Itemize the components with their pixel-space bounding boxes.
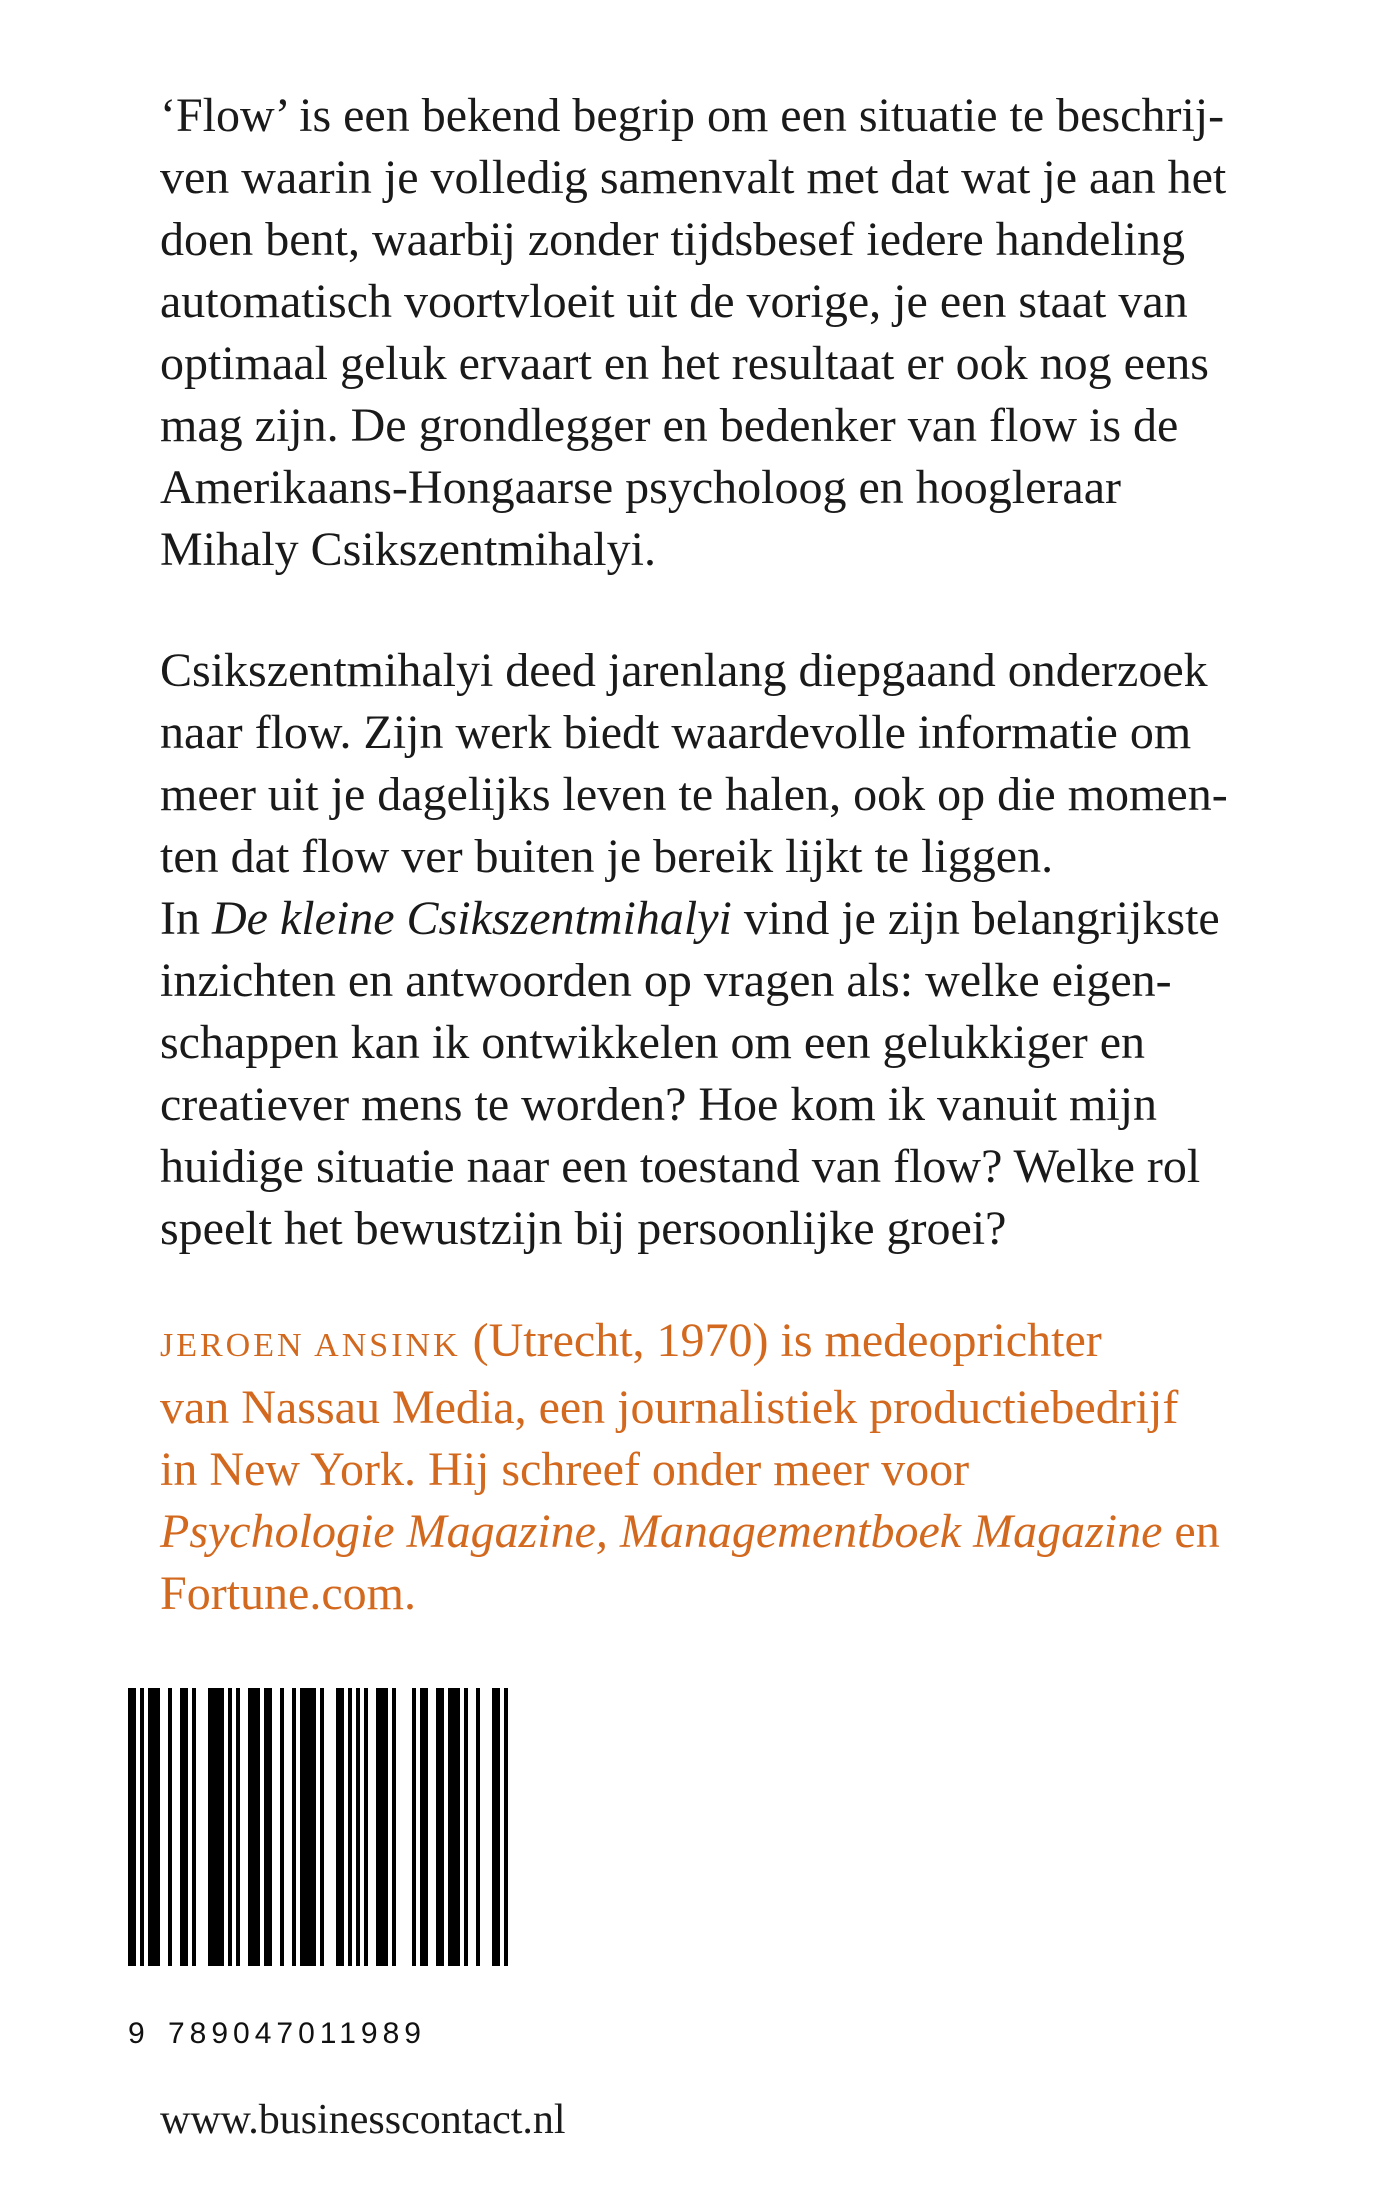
barcode-bar: [504, 1688, 508, 1966]
barcode-bar: [292, 1688, 296, 1966]
text-line: doen bent, waarbij zonder tijdsbesef iedere handeling: [160, 213, 1185, 266]
text-line: huidige situatie naar een toestand van flow? Welke rol: [160, 1140, 1201, 1193]
text-fragment: (Utrecht, 1970) is medeoprichter: [460, 1314, 1102, 1367]
text-line: ven waarin je volledig samenvalt met dat wat je aan het: [160, 151, 1227, 204]
barcode-bar: [168, 1688, 172, 1966]
magazine-title: Managementboek Magazine: [619, 1505, 1163, 1558]
text-line: automatisch voortvloeit uit de vorige, je een staat van: [160, 275, 1188, 328]
barcode-bar: [264, 1688, 272, 1966]
barcode-bar: [364, 1688, 368, 1966]
barcode-bar: [236, 1688, 240, 1966]
barcode-bar: [300, 1688, 316, 1966]
barcode-bar: [208, 1688, 224, 1966]
barcode-bar: [228, 1688, 232, 1966]
text-line: Csikszentmihalyi deed jarenlang diepgaand onderzoek: [160, 644, 1208, 697]
barcode-bar: [180, 1688, 188, 1966]
barcode-bar: [492, 1688, 500, 1966]
barcode-bar: [420, 1688, 428, 1966]
barcode-bar: [392, 1688, 396, 1966]
barcode-bar: [280, 1688, 284, 1966]
barcode-bar: [128, 1688, 136, 1966]
text-line: ‘Flow’ is een bekend begrip om een situatie te beschrij-: [160, 89, 1225, 142]
barcode-bar: [320, 1688, 324, 1966]
barcode-bar: [448, 1688, 460, 1966]
barcode-bar: [192, 1688, 196, 1966]
barcode-bar: [476, 1688, 480, 1966]
description-paragraph-2: [160, 640, 1228, 1260]
barcode-bar: [464, 1688, 468, 1966]
text-line: mag zijn. De grondlegger en bedenker van flow is de: [160, 399, 1179, 452]
text-fragment: ,: [595, 1505, 620, 1558]
publisher-website: www.businesscontact.nl: [160, 2097, 566, 2143]
text-fragment: In: [160, 892, 212, 945]
barcode-bar: [248, 1688, 260, 1966]
isbn-first-digit: 9: [128, 2017, 150, 2050]
text-line: inzichten en antwoorden op vragen als: welke eigen-: [160, 954, 1172, 1007]
isbn-digits: 789047011989: [168, 2017, 426, 2050]
barcode-bar: [336, 1688, 344, 1966]
text-line: [160, 1310, 1220, 1377]
text-line: Amerikaans-Hongaarse psycholoog en hoogleraar: [160, 461, 1121, 514]
barcode-bar: [348, 1688, 352, 1966]
text-line: [160, 1501, 1220, 1563]
barcode-bars: [128, 1688, 512, 1966]
text-line: Mihaly Csikszentmihalyi.: [160, 523, 656, 576]
description-paragraph-1: [160, 85, 1226, 581]
text-line: naar flow. Zijn werk biedt waardevolle informatie om: [160, 706, 1192, 759]
text-line: schappen kan ik ontwikkelen om een gelukkiger en: [160, 1016, 1146, 1069]
book-title: De kleine Csikszentmihalyi: [211, 892, 732, 945]
text-line-with-title: [160, 888, 1228, 950]
barcode-bar: [148, 1688, 160, 1966]
barcode-bar: [356, 1688, 360, 1966]
barcode-bar: [436, 1688, 444, 1966]
text-line: creatiever mens te worden? Hoe kom ik vanuit mijn: [160, 1078, 1158, 1131]
text-line: speelt het bewustzijn bij persoonlijke groei?: [160, 1202, 1007, 1255]
text-line: in New York. Hij schreef onder meer voor: [160, 1443, 970, 1496]
text-line: Fortune.com.: [160, 1567, 416, 1620]
barcode-bar: [140, 1688, 144, 1966]
text-line: ten dat flow ver buiten je bereik lijkt te liggen.: [160, 830, 1054, 883]
author-bio: [160, 1310, 1220, 1625]
text-fragment: en: [1162, 1505, 1220, 1558]
text-fragment: vind je zijn belangrijkste: [731, 892, 1220, 945]
barcode-bar: [376, 1688, 388, 1966]
text-line: optimaal geluk ervaart en het resultaat er ook nog eens: [160, 337, 1209, 390]
magazine-title: Psychologie Magazine: [160, 1505, 596, 1558]
text-line: van Nassau Media, een journalistiek productiebedrijf: [160, 1381, 1179, 1434]
text-line: meer uit je dagelijks leven te halen, ook op die momen-: [160, 768, 1228, 821]
author-name: JEROEN ANSINK: [160, 1327, 461, 1364]
barcode-bar: [412, 1688, 416, 1966]
barcode: [128, 1688, 512, 1966]
